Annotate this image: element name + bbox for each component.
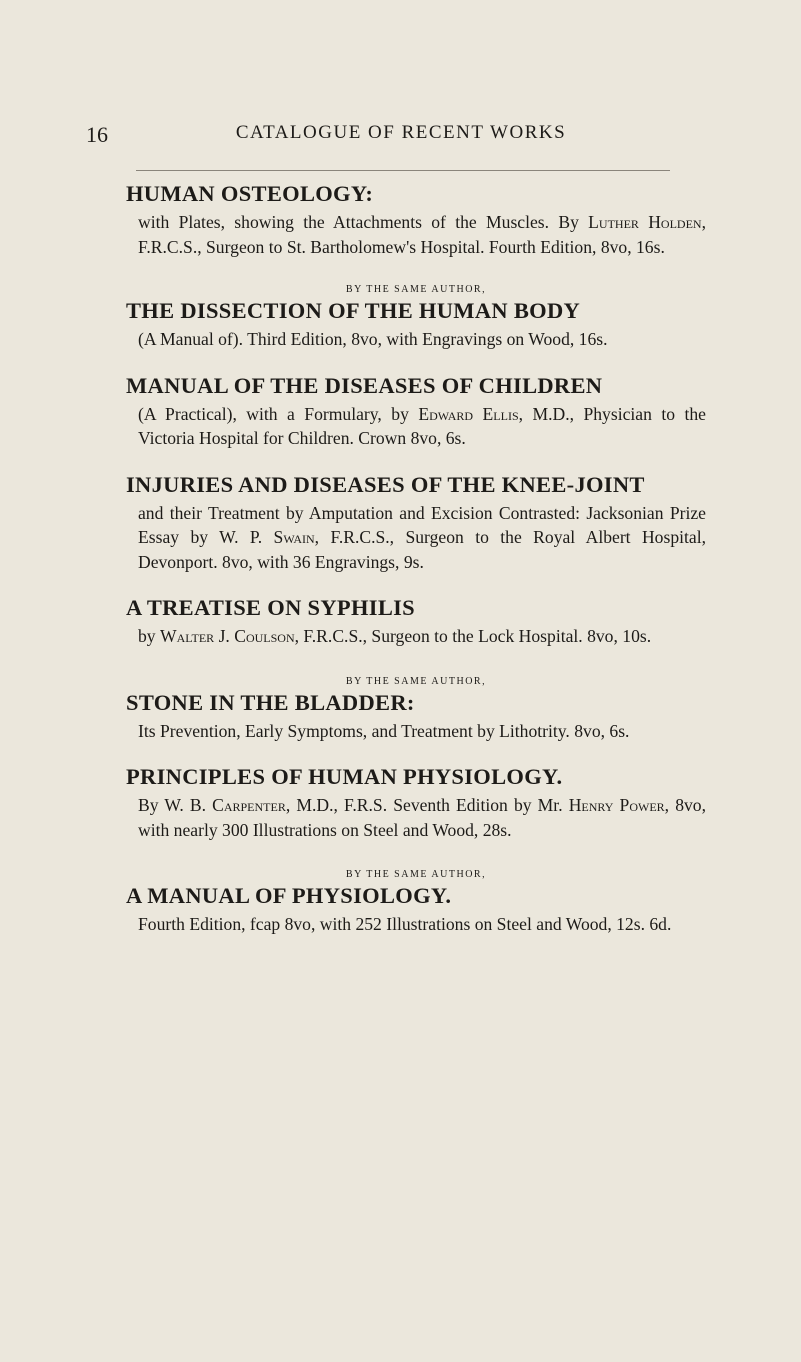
catalogue-entry (126, 594, 706, 649)
entry-description: Fourth Edition, fcap 8vo, with 252 Illustrations on Steel and Wood, 12s. 6d. (138, 914, 672, 934)
page-number: 16 (86, 122, 108, 147)
running-head (86, 122, 716, 152)
entry-description: by Walter J. Coulson, F.R.C.S., Surgeon to the Lock Hospital. 8vo, 10s. (138, 626, 652, 646)
entry-description: By W. B. Carpenter, M.D., F.R.S. Seventh Edition by Mr. Henry Power, 8vo, with nearly 300 Illustrations on Steel and Wood, 28s. (138, 795, 706, 840)
catalogue-entry (126, 372, 706, 451)
entry-title: INJURIES AND DISEASES OF THE KNEE-JOINT (126, 471, 645, 497)
entry-title: STONE IN THE BLADDER: (126, 689, 415, 715)
catalogue-entry (126, 283, 706, 352)
entry-title: A MANUAL OF PHYSIOLOGY. (126, 883, 452, 908)
entry-description: and their Treatment by Amputation and Excision Contrasted: Jacksonian Prize Essay by W. P. Swain, F.R.C.S., Surgeon to the Royal Albert Hospital, Devonport. 8vo, with 36 Engravings, 9s. (138, 502, 706, 572)
same-author-note: BY THE SAME AUTHOR, (345, 284, 487, 295)
catalogue-entry (126, 471, 706, 575)
author-name: Walter J. Coulson (160, 626, 295, 646)
author-name: Luther Holden (588, 212, 702, 232)
entry-title: HUMAN OSTEOLOGY: (126, 181, 374, 206)
catalogue-entry (126, 675, 706, 744)
entry-description: with Plates, showing the Attachments of the Muscles. By Luther Holden, F.R.C.S., Surgeon to St. Bartholomew's Hospital. Fourth Edition, 8vo, 16s. (138, 212, 706, 257)
entry-title: A TREATISE ON SYPHILIS (126, 595, 415, 620)
running-title: CATALOGUE OF RECENT WORKS (235, 122, 567, 143)
catalogue-entries (126, 180, 706, 937)
entry-title: THE DISSECTION OF THE HUMAN BODY (126, 298, 581, 323)
same-author-note: BY THE SAME AUTHOR, (345, 675, 487, 687)
catalogue-entry (126, 868, 706, 937)
same-author-note: BY THE SAME AUTHOR, (345, 869, 487, 880)
author-name: Carpenter (212, 795, 286, 815)
header-rule (136, 170, 670, 171)
entry-description: Its Prevention, Early Symptoms, and Treatment by Lithotrity. 8vo, 6s. (138, 720, 630, 741)
entry-title: PRINCIPLES OF HUMAN PHYSIOLOGY. (126, 764, 563, 789)
catalogue-entry (126, 180, 706, 259)
entry-description: (A Practical), with a Formulary, by Edward Ellis, M.D., Physician to the Victoria Hospital for Children. Crown 8vo, 6s. (138, 403, 706, 448)
entry-description: (A Manual of). Third Edition, 8vo, with Engravings on Wood, 16s. (138, 329, 608, 349)
author-name: Edward Ellis (418, 403, 519, 424)
entry-title: MANUAL OF THE DISEASES OF CHILDREN (126, 372, 603, 398)
catalogue-entry (126, 763, 706, 842)
author-name: Swain (273, 527, 315, 547)
author-name: Henry Power (568, 795, 665, 815)
